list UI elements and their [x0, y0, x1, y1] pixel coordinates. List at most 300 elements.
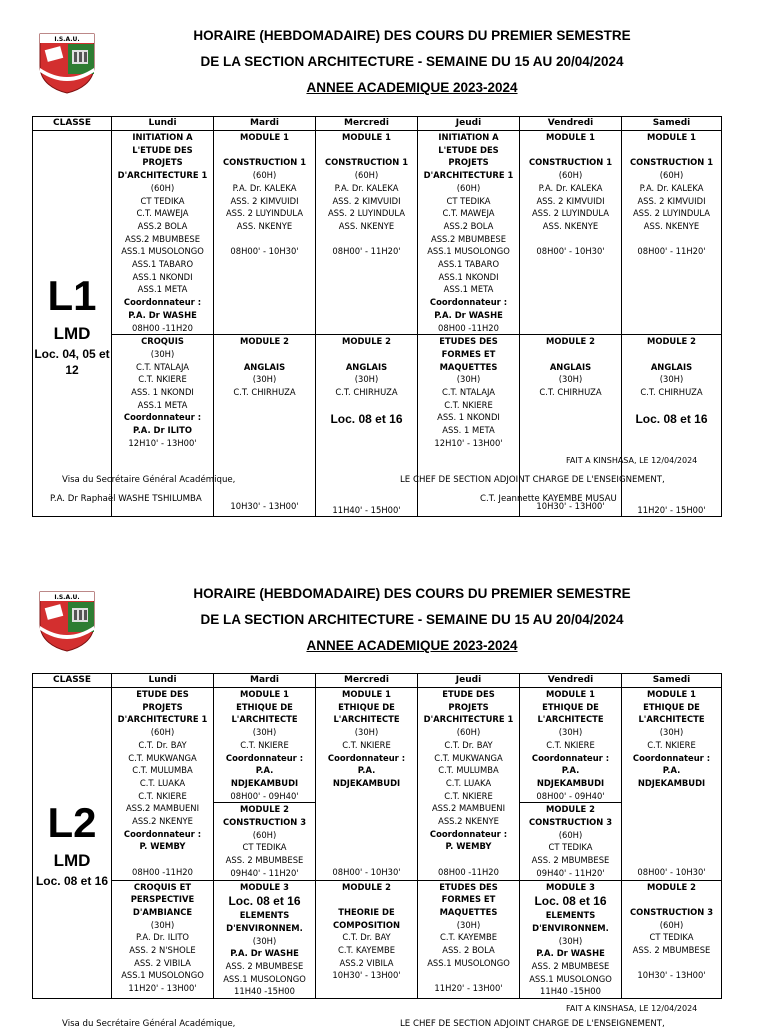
cell-line — [316, 815, 417, 828]
column-header: CLASSE — [33, 117, 112, 131]
cell-line: ASS.2 NKENYE — [438, 816, 499, 827]
cell-line: C.T. MAWEJA — [136, 208, 189, 219]
cell-line — [214, 488, 315, 501]
cell-line: (30H) — [354, 727, 379, 738]
cell-line: MODULE 1 — [239, 132, 289, 142]
cell-line: (60H) — [150, 182, 175, 193]
class-cell — [33, 688, 112, 999]
date-signed: FAIT A KINSHASA, LE 12/04/2024 — [566, 1004, 698, 1013]
course-cell — [418, 688, 520, 881]
cell-line: C.T. Dr. BAY — [138, 739, 187, 750]
cell-line — [214, 348, 315, 361]
cell-line: C.T. Dr. BAY — [342, 932, 391, 943]
course-cell — [214, 335, 316, 517]
cell-line: Coordonnateur : — [632, 752, 711, 763]
cell-line: MODULE 1 — [646, 132, 696, 142]
cell-line: CT TEDIKA — [140, 195, 185, 206]
cell-line — [214, 437, 315, 450]
cell-line: 08H00' - 11H20' — [332, 246, 401, 257]
class-location: Loc. 04, 05 et 12 — [34, 346, 110, 377]
cell-line: (30H) — [150, 348, 175, 359]
cell-line: ASS.1 META — [137, 284, 188, 295]
cell-line: ASS.1 MUSOLONGO — [121, 246, 204, 257]
cell-line: (60H) — [354, 170, 379, 181]
cell-line: 11H40 -15H00 — [540, 986, 601, 997]
cell-line: ASS.1 NKONDI — [438, 271, 499, 282]
cell-line: C.T. Dr. BAY — [444, 739, 493, 750]
table-header-row — [33, 674, 722, 688]
column-header: Mercredi — [316, 674, 418, 688]
cell-line — [316, 348, 417, 361]
cell-line: C.T. CHIRHUZA — [640, 387, 703, 398]
cell-line: L'ARCHITECTE — [638, 714, 705, 725]
cell-line: Coordonnateur : — [531, 752, 610, 763]
cell-line — [622, 491, 721, 504]
cell-line: MODULE 2 — [646, 881, 696, 892]
class-code: L1 — [47, 271, 97, 319]
cell-line — [622, 840, 721, 853]
cell-line — [316, 427, 417, 440]
cell-line: C.T. LUAKA — [445, 777, 492, 788]
cell-line: ASS. 2 KIMVUIDI — [332, 195, 401, 206]
cell-line: P.A. Dr WASHE — [536, 948, 605, 959]
isau-logo — [38, 32, 96, 94]
course-cell — [214, 131, 316, 335]
cell-line: ASS.2 VIBILA — [339, 957, 394, 968]
title-line-2: DE LA SECTION ARCHITECTURE - SEMAINE DU 15 AU 20/04/2024 — [200, 54, 624, 69]
cell-line: ASS.2 MAMBUENI — [431, 803, 506, 814]
course-cell — [316, 131, 418, 335]
title-line-1: HORAIRE (HEBDOMADAIRE) DES COURS DU PREMIER SEMESTRE — [193, 586, 631, 601]
cell-line: CT TEDIKA — [649, 932, 694, 943]
cell-line: PROJETS — [142, 157, 183, 168]
cell-line: INITIATION A — [132, 132, 193, 142]
cell-line: 08H00' - 10H30' — [536, 246, 605, 257]
cell-line: PROJETS — [448, 157, 489, 168]
cell-line: PERSPECTIVE — [130, 894, 195, 905]
course-cell — [112, 131, 214, 335]
cell-line: MODULE 1 — [545, 689, 595, 699]
cell-line: CT TEDIKA — [446, 195, 491, 206]
cell-line: Coordonnateur : — [429, 297, 508, 308]
course-cell — [622, 880, 722, 999]
cell-line: CONSTRUCTION 3 — [528, 817, 613, 828]
title-line-3: ANNEE ACADEMIQUE 2023-2024 — [306, 80, 518, 95]
cell-line: ETUDES DES — [439, 336, 498, 347]
cell-line: C.T. NTALAJA — [135, 361, 190, 372]
cell-line: D'ENVIRONNEM. — [532, 922, 609, 933]
cell-line — [520, 424, 621, 437]
cell-line: 08H00 -11H20 — [132, 866, 193, 877]
cell-line: ASS. 2 MBUMBESE — [531, 961, 610, 972]
cell-line: C.T. NKIERE — [240, 739, 289, 750]
cell-line: FORMES ET — [441, 894, 496, 905]
cell-line: ASS. NKENYE — [643, 220, 700, 231]
class-level: LMD — [53, 323, 91, 343]
cell-line: C.T. KAYEMBE — [337, 945, 396, 956]
cell-line — [520, 144, 621, 157]
page-title — [100, 23, 724, 101]
cell-line: (30H) — [252, 935, 277, 946]
cell-line: (60H) — [456, 727, 481, 738]
column-header: Samedi — [622, 117, 722, 131]
cell-line: 08H00' - 10H30' — [230, 246, 299, 257]
cell-line: ASS.1 MUSOLONGO — [427, 957, 510, 968]
course-cell — [316, 880, 418, 999]
cell-line: D'ARCHITECTURE 1 — [423, 170, 514, 181]
cell-line: COMPOSITION — [333, 919, 400, 930]
cell-line: L'ETUDE DES — [438, 144, 499, 155]
course-cell — [214, 803, 316, 880]
cell-line: ASS. 2 LUYINDULA — [327, 208, 406, 219]
cell-line: (30H) — [150, 919, 175, 930]
cell-line: 08H00 -11H20 — [132, 322, 193, 333]
cell-line: ASS. 2 MBUMBESE — [225, 961, 304, 972]
cell-line: ANGLAIS — [243, 361, 286, 372]
cell-line — [316, 802, 417, 815]
course-cell — [316, 688, 418, 881]
chef-label: LE CHEF DE SECTION ADJOINT CHARGE DE L'ENSEIGNEMENT, — [400, 475, 665, 485]
cell-line: C.T. NKIERE — [138, 374, 187, 385]
cell-line: P.A. Dr. KALEKA — [538, 182, 603, 193]
chef-label: LE CHEF DE SECTION ADJOINT CHARGE DE L'ENSEIGNEMENT, — [400, 1019, 665, 1029]
course-cell — [520, 688, 622, 803]
cell-line: P.A. Dr WASHE — [434, 309, 503, 320]
cell-line: Coordonnateur : — [225, 752, 304, 763]
cell-line: ASS. 2 KIMVUIDI — [637, 195, 706, 206]
cell-line: 10H30' - 13H00' — [230, 501, 299, 512]
cell-line: 08H00' - 10H30' — [332, 866, 401, 877]
cell-line: MODULE 2 — [341, 336, 391, 347]
cell-line: ANGLAIS — [345, 361, 388, 372]
cell-line: D'ENVIRONNEM. — [226, 922, 303, 933]
column-header: Lundi — [112, 117, 214, 131]
cell-line: MODULE 1 — [646, 689, 696, 699]
column-header: Samedi — [622, 674, 722, 688]
cell-line: NDJEKAMBUDI — [637, 777, 706, 788]
course-cell — [418, 131, 520, 335]
cell-line: C.T. NKIERE — [138, 790, 187, 801]
cell-line: C.T. NKIERE — [342, 739, 391, 750]
table-row — [33, 131, 722, 335]
course-cell — [418, 335, 520, 517]
cell-line: ASS.2 MBUMBESE — [125, 233, 200, 244]
cell-line: ASS. NKENYE — [338, 220, 395, 231]
cell-line: Coordonnateur : — [123, 828, 202, 839]
cell-line — [622, 802, 721, 815]
cell-line: C.T. MULUMBA — [438, 765, 499, 776]
course-cell — [112, 335, 214, 517]
cell-line: ASS. 2 BOLA — [442, 945, 495, 956]
course-cell — [520, 131, 622, 335]
column-header: Mardi — [214, 674, 316, 688]
cell-line: MODULE 2 — [646, 336, 696, 347]
cell-line: ASS. 2 LUYINDULA — [632, 208, 711, 219]
cell-line: C.T. LUAKA — [139, 777, 186, 788]
column-header: Mercredi — [316, 117, 418, 131]
cell-line: ETHIQUE DE — [643, 701, 700, 712]
cell-line: C.T. NKIERE — [546, 739, 595, 750]
cell-line: D'ARCHITECTURE 1 — [117, 714, 208, 725]
cell-line — [214, 424, 315, 437]
cell-line: Coordonnateur : — [429, 828, 508, 839]
cell-line: NDJEKAMBUDI — [536, 777, 605, 788]
cell-line: MODULE 3 — [545, 881, 595, 892]
cell-line: ASS.1 MUSOLONGO — [427, 246, 510, 257]
cell-line — [520, 348, 621, 361]
cell-line: P.A. Dr. ILITO — [135, 932, 190, 943]
cell-line — [316, 790, 417, 803]
cell-line: P.A. Dr. KALEKA — [334, 182, 399, 193]
cell-line: ASS.1 META — [137, 399, 188, 410]
course-cell — [214, 688, 316, 803]
cell-line: Coordonnateur : — [123, 297, 202, 308]
cell-line — [622, 399, 721, 412]
timetable-l2 — [32, 673, 722, 999]
cell-line — [316, 853, 417, 866]
cell-line: ASS. 2 KIMVUIDI — [230, 195, 299, 206]
cell-line: THEORIE DE — [338, 906, 395, 917]
course-cell — [622, 131, 722, 335]
column-header: Vendredi — [520, 674, 622, 688]
cell-line — [316, 144, 417, 157]
cell-line: (30H) — [558, 374, 583, 385]
cell-line: P.A. — [255, 765, 274, 776]
cell-line: C.T. KAYEMBE — [439, 932, 498, 943]
cell-line: (30H) — [252, 727, 277, 738]
column-header: CLASSE — [33, 674, 112, 688]
cell-line — [214, 233, 315, 246]
cell-line: MODULE 1 — [239, 689, 289, 699]
cell-line: ASS. 2 MBUMBESE — [225, 855, 304, 866]
cell-line: P.A. Dr. KALEKA — [232, 182, 297, 193]
cell-line: 08H00' - 10H30' — [637, 866, 706, 877]
cell-line — [622, 815, 721, 828]
svg-text:I.S.A.U.: I.S.A.U. — [54, 594, 80, 601]
cell-line — [622, 144, 721, 157]
cell-line: ASS. 2 KIMVUIDI — [536, 195, 605, 206]
table-row — [33, 880, 722, 999]
cell-line: CT TEDIKA — [242, 842, 287, 853]
cell-line: ASS.1 MUSOLONGO — [529, 973, 612, 984]
cell-line: ASS.1 TABARO — [437, 259, 500, 270]
cell-line — [622, 828, 721, 841]
cell-line — [622, 893, 721, 906]
cell-line: ASS. 2 VIBILA — [134, 957, 191, 968]
title-line-3: ANNEE ACADEMIQUE 2023-2024 — [306, 638, 518, 653]
course-cell — [520, 880, 622, 999]
cell-line: MODULE 1 — [545, 132, 595, 142]
cell-line — [214, 411, 315, 424]
cell-line: (60H) — [150, 727, 175, 738]
cell-line: C.T. CHIRHUZA — [335, 387, 398, 398]
cell-line: L'ETUDE DES — [132, 144, 193, 155]
cell-line: 11H20' - 13H00' — [434, 983, 503, 994]
svg-text:I.S.A.U.: I.S.A.U. — [54, 36, 80, 43]
cell-line — [418, 853, 519, 866]
cell-line: MODULE 2 — [239, 804, 289, 815]
date-signed: FAIT A KINSHASA, LE 12/04/2024 — [566, 456, 698, 465]
column-header: Vendredi — [520, 117, 622, 131]
cell-line: ASS. 2 LUYINDULA — [225, 208, 304, 219]
cell-line: C.T. MULUMBA — [132, 765, 193, 776]
cell-line: Coordonnateur : — [123, 412, 202, 423]
column-header: Mardi — [214, 117, 316, 131]
cell-line: ASS. 2 LUYINDULA — [531, 208, 610, 219]
cell-line: NDJEKAMBUDI — [332, 777, 401, 788]
cell-line: 09H40' - 11H20' — [230, 867, 299, 878]
cell-line: CT TEDIKA — [548, 842, 593, 853]
cell-line: Loc. 08 et 16 — [330, 412, 403, 427]
cell-line: Loc. 08 et 16 — [534, 894, 607, 909]
course-cell — [622, 688, 722, 881]
cell-line: NDJEKAMBUDI — [230, 777, 299, 788]
cell-line: 11H20' - 13H00' — [128, 983, 197, 994]
cell-line: ASS. NKENYE — [542, 220, 599, 231]
cell-line: ETHIQUE DE — [542, 701, 599, 712]
cell-line — [316, 840, 417, 853]
cell-line — [316, 399, 417, 412]
course-cell — [214, 880, 316, 999]
cell-line: MODULE 2 — [545, 804, 595, 815]
cell-line: 08H00 -11H20 — [438, 322, 499, 333]
cell-line: ASS.2 MBUMBESE — [431, 233, 506, 244]
cell-line: (30H) — [456, 919, 481, 930]
cell-line — [622, 957, 721, 970]
cell-line: (30H) — [456, 374, 481, 385]
cell-line: C.T. NKIERE — [647, 739, 696, 750]
cell-line: CONSTRUCTION 1 — [629, 157, 714, 168]
cell-line: D'AMBIANCE — [132, 906, 193, 917]
cell-line: CONSTRUCTION 1 — [528, 157, 613, 168]
cell-line: ASS.2 BOLA — [443, 220, 494, 231]
cell-line: ETHIQUE DE — [236, 701, 293, 712]
cell-line: ETUDE DES — [136, 689, 189, 699]
cell-line: P.A. — [357, 765, 376, 776]
cell-line: MAQUETTES — [439, 361, 498, 372]
class-code: L2 — [47, 799, 97, 847]
cell-line: ANGLAIS — [650, 361, 693, 372]
cell-line: MODULE 2 — [341, 881, 391, 892]
cell-line: 08H00' - 09H40' — [536, 790, 605, 801]
cell-line — [622, 233, 721, 246]
cell-line: CROQUIS ET — [133, 881, 192, 892]
table-row — [33, 688, 722, 803]
cell-line: ETHIQUE DE — [338, 701, 395, 712]
cell-line: MODULE 1 — [341, 689, 391, 699]
table-row — [33, 335, 722, 517]
cell-line: (30H) — [558, 727, 583, 738]
cell-line — [418, 969, 519, 982]
cell-line: P.A. — [662, 765, 681, 776]
title-line-1: HORAIRE (HEBDOMADAIRE) DES COURS DU PREMIER SEMESTRE — [193, 28, 631, 43]
cell-line: (60H) — [659, 170, 684, 181]
cell-line: P.A. — [561, 765, 580, 776]
cell-line: P. WEMBY — [445, 841, 492, 852]
column-header: Jeudi — [418, 674, 520, 688]
cell-line: D'ARCHITECTURE 1 — [423, 714, 514, 725]
cell-line: CONSTRUCTION 1 — [324, 157, 409, 168]
cell-line — [622, 348, 721, 361]
cell-line: 10H30' - 13H00' — [536, 501, 605, 512]
cell-line — [520, 233, 621, 246]
cell-line: C.T. MUKWANGA — [128, 752, 197, 763]
cell-line: C.T. MUKWANGA — [434, 752, 503, 763]
cell-line: ASS. 1 NKONDI — [131, 387, 194, 398]
cell-line — [622, 427, 721, 440]
cell-line: MODULE 1 — [341, 132, 391, 142]
cell-line: ASS. 2 MBUMBESE — [632, 945, 711, 956]
cell-line: ASS. 2 N'SHOLE — [129, 945, 196, 956]
cell-line — [316, 440, 417, 453]
cell-line — [214, 144, 315, 157]
table-header-row — [33, 117, 722, 131]
course-cell — [520, 335, 622, 517]
cell-line — [520, 399, 621, 412]
cell-line: C.T. NTALAJA — [441, 387, 496, 398]
visa-name: P.A. Dr Raphaël WASHE TSHILUMBA — [50, 494, 202, 504]
cell-line: C.T. CHIRHUZA — [539, 387, 602, 398]
cell-line: 12H10' - 13H00' — [434, 437, 503, 448]
course-cell — [622, 335, 722, 517]
visa-label: Visa du Secrétaire Général Académique, — [62, 1019, 236, 1029]
column-header: Lundi — [112, 674, 214, 688]
cell-line: FORMES ET — [441, 348, 496, 359]
cell-line: (30H) — [354, 374, 379, 385]
class-cell — [33, 131, 112, 517]
cell-line: MODULE 3 — [239, 881, 289, 892]
cell-line: C.T. NKIERE — [444, 399, 493, 410]
cell-line: CROQUIS — [141, 336, 184, 347]
course-cell — [316, 335, 418, 517]
cell-line — [622, 440, 721, 453]
cell-line: 10H30' - 13H00' — [332, 970, 401, 981]
visa-label: Visa du Secrétaire Général Académique, — [62, 475, 236, 485]
title-line-2: DE LA SECTION ARCHITECTURE - SEMAINE DU 15 AU 20/04/2024 — [200, 612, 624, 627]
class-location: Loc. 08 et 16 — [35, 874, 109, 889]
cell-line: (60H) — [456, 182, 481, 193]
column-header: Jeudi — [418, 117, 520, 131]
cell-line — [622, 790, 721, 803]
cell-line: (30H) — [252, 374, 277, 385]
cell-line: C.T. CHIRHUZA — [233, 387, 296, 398]
cell-line — [520, 411, 621, 424]
cell-line: 08H00' - 09H40' — [230, 790, 299, 801]
cell-line: PROJETS — [448, 701, 489, 712]
course-cell — [418, 880, 520, 999]
cell-line: (60H) — [252, 170, 277, 181]
cell-line: P. WEMBY — [139, 841, 186, 852]
cell-line: ASS.2 MAMBUENI — [125, 803, 200, 814]
cell-line: P.A. Dr ILITO — [133, 425, 192, 436]
cell-line: CONSTRUCTION 3 — [222, 817, 307, 828]
cell-line — [316, 828, 417, 841]
cell-line: PROJETS — [142, 701, 183, 712]
course-cell — [112, 688, 214, 881]
cell-line: 11H40' - 15H00' — [332, 504, 401, 515]
cell-line: (60H) — [659, 919, 684, 930]
cell-line: (60H) — [558, 170, 583, 181]
cell-line: ASS.1 TABARO — [131, 259, 194, 270]
cell-line: ASS.1 NKONDI — [132, 271, 193, 282]
cell-line: (60H) — [252, 829, 277, 840]
cell-line: ANGLAIS — [549, 361, 592, 372]
cell-line: ASS.1 MUSOLONGO — [121, 970, 204, 981]
cell-line — [622, 853, 721, 866]
cell-line: 11H20' - 15H00' — [637, 504, 706, 515]
cell-line: (30H) — [558, 935, 583, 946]
cell-line: C.T. MAWEJA — [442, 208, 495, 219]
